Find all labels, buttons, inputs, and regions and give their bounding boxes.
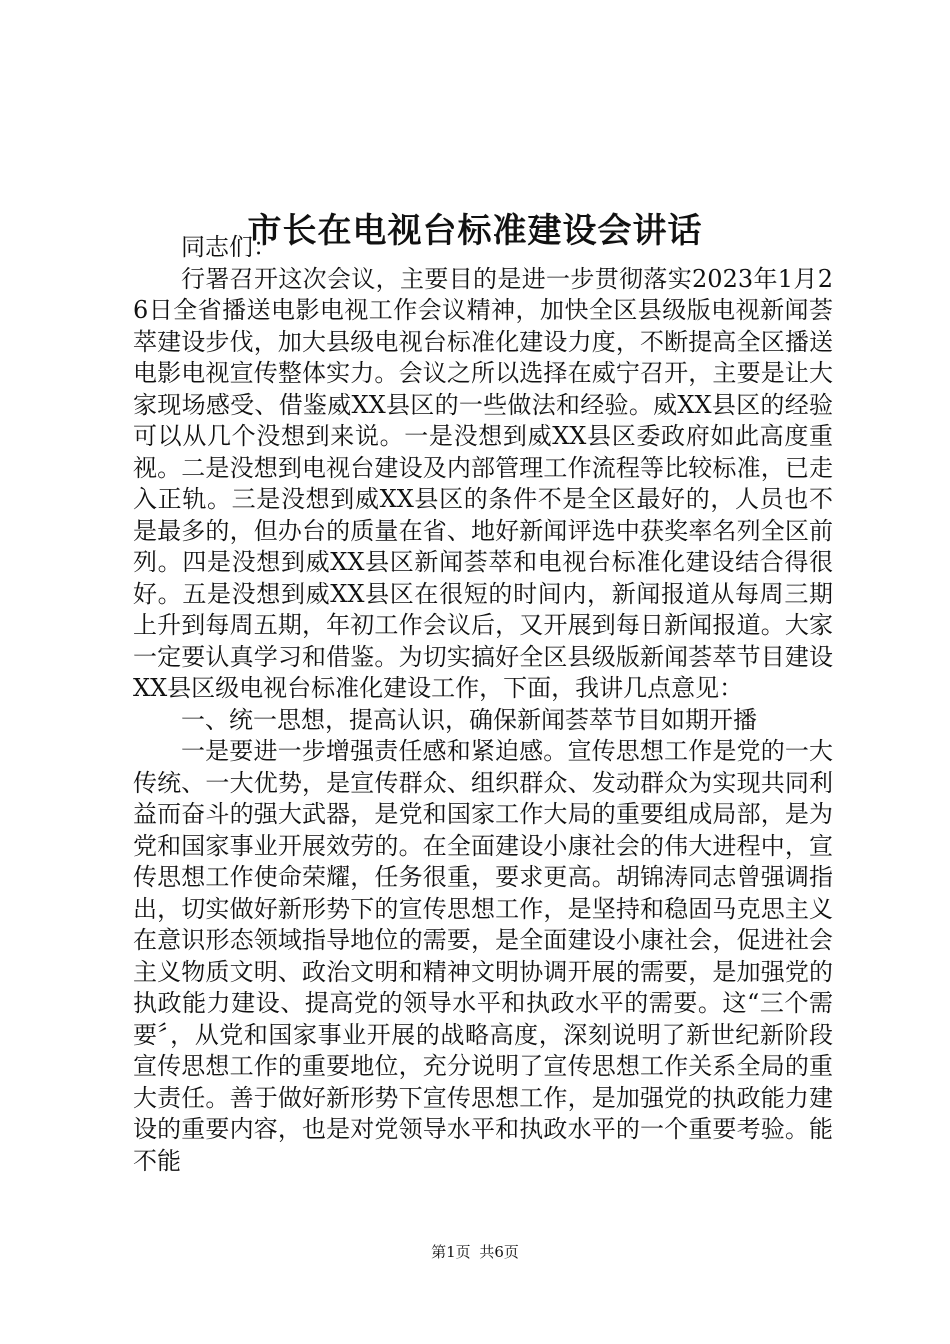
body-paragraph: 行署召开这次会议，主要目的是进一步贯彻落实2023年1月26日全省播送电影电视工作会议精神，加快全区县级版电视新闻荟萃建设步伐，加大县级电视台标准化建设力度，不断提高全区播送电影电视宣传整体实力。会议之所以选择在威宁召开，主要是让大家现场感受、借鉴威XX县区的一些做法和经验。威XX县区的经验可以从几个没想到来说。一是没想到威XX县区委政府如此高度重视。二是没想到电视台建设及内部管理工作流程等比较标准，已走入正轨。三是没想到威XX县区的条件不是全区最好的，人员也不是最多的，但办台的质量在省、地好新闻评选中获奖率名列全区前列。四是没想到威XX县区新闻荟萃和电视台标准化建设结合得很好。五是没想到威XX县区在很短的时间内，新闻报道从每周三期上升到每周五期，年初工作会议后，又开展到每日新闻报道。大家一定要认真学习和借鉴。为切实搞好全区县级版新闻荟萃节目建设XX县区级电视台标准化建设工作，下面，我讲几点意见： [133, 264, 833, 702]
page-number: 第1页 [431, 1243, 471, 1261]
page-total: 共6页 [479, 1243, 519, 1261]
section-heading: 一、统一思想，提高认识，确保新闻荟萃节目如期开播 [181, 705, 757, 734]
salutation-paragraph: 同志们： [181, 233, 277, 261]
body-paragraph: 一是要进一步增强责任感和紧迫感。宣传思想工作是党的一大传统、一大优势，是宣传群众、组织群众、发动群众为实现共同利益而奋斗的强大武器，是党和国家工作大局的重要组成局部，是为党和国家事业开展效劳的。在全面建设小康社会的伟大进程中，宣传思想工作使命荣耀，任务很重，要求更高。胡锦涛同志曾强调指出，切实做好新形势下的宣传思想工作，是坚持和稳固马克思主义在意识形态领域指导地位的需要，是全面建设小康社会，促进社会主义物质文明、政治文明和精神文明协调开展的需要，是加强党的执政能力建设、提高党的领导水平和执政水平的需要。这“三个需要〞，从党和国家事业开展的战略高度，深刻说明了新世纪新阶段宣传思想工作的重要地位，充分说明了宣传思想工作关系全局的重大责任。善于做好新形势下宣传思想工作，是加强党的执政能力建设的重要内容，也是对党领导水平和执政水平的一个重要考验。能不能 [133, 737, 833, 1175]
document-body [133, 232, 833, 1177]
page-footer [0, 1242, 950, 1262]
document-title: 市长在电视台标准建设会讲话 [247, 210, 703, 251]
